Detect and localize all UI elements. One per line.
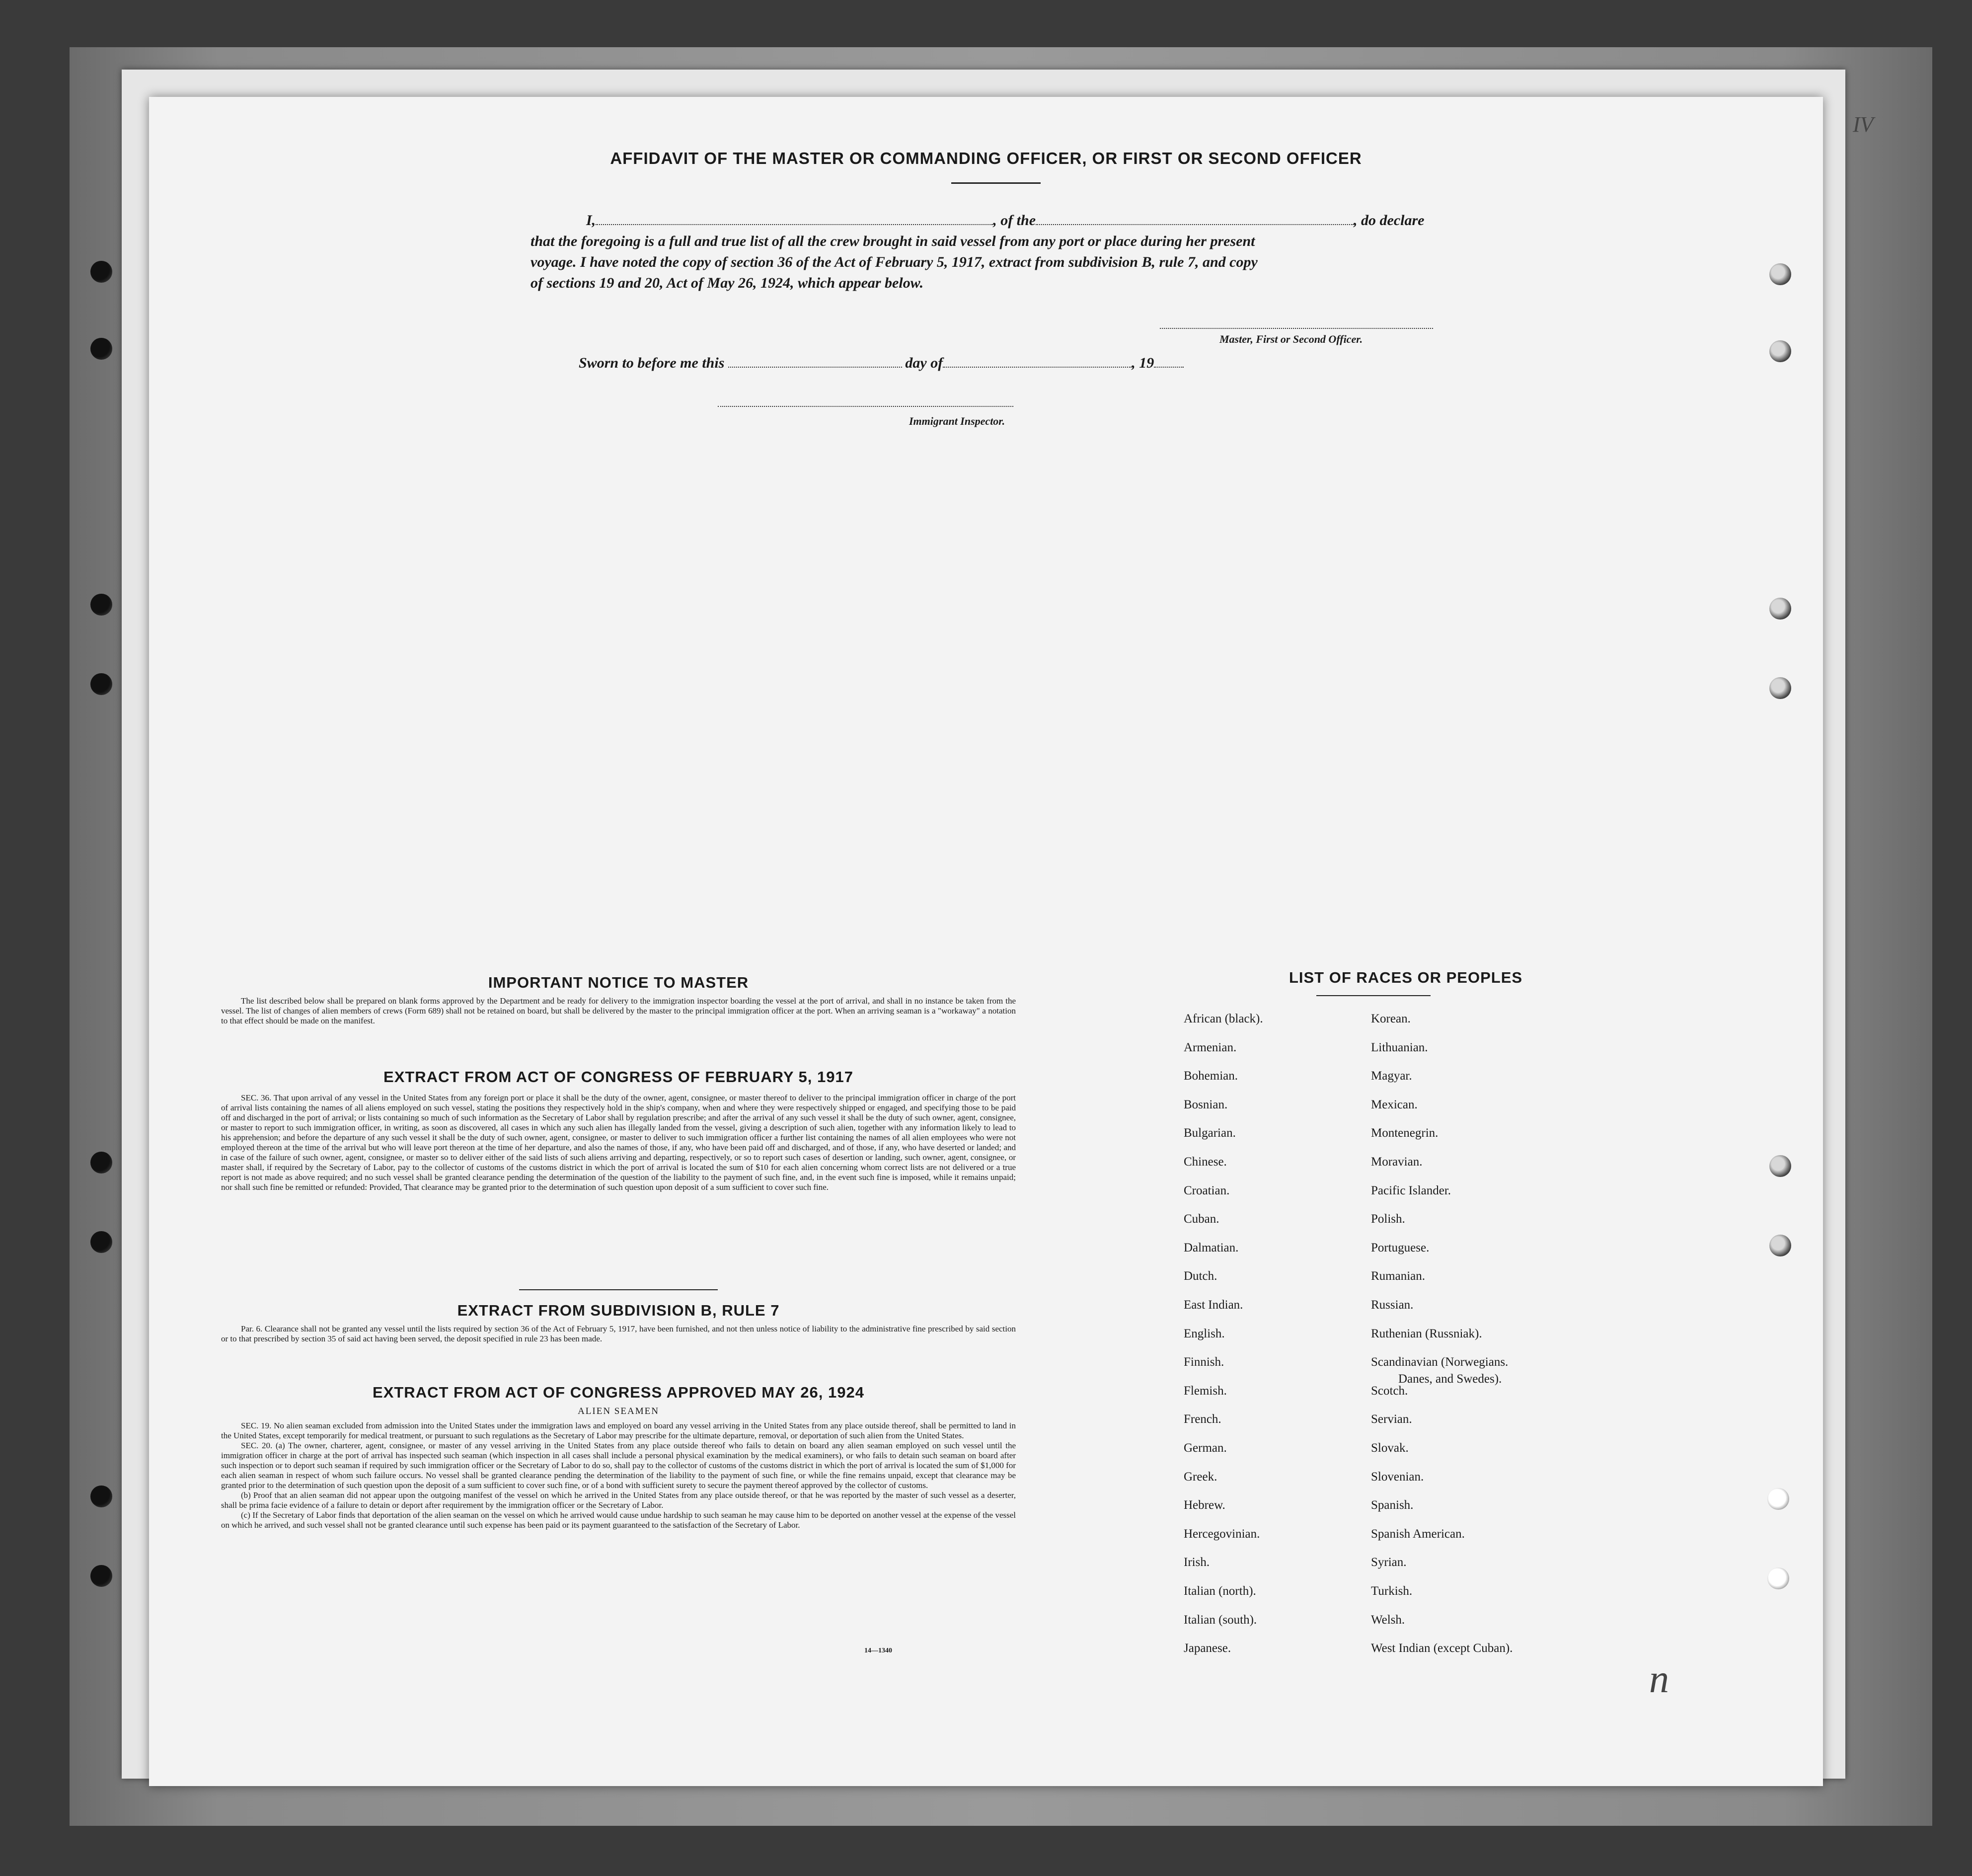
race-item: Mexican.: [1371, 1097, 1418, 1111]
affidavit-line-2: that the foregoing is a full and true list of all the crew brought in said vessel from any port or place during her present: [531, 233, 1255, 249]
extract-1924-title: EXTRACT FROM ACT OF CONGRESS APPROVED MAY 26, 1924: [373, 1384, 864, 1401]
race-item: Armenian.: [1184, 1040, 1237, 1054]
notice-title: IMPORTANT NOTICE TO MASTER: [488, 974, 749, 991]
document-page: [149, 97, 1874, 1786]
race-item: Slovenian.: [1371, 1470, 1424, 1484]
race-item: Chinese.: [1184, 1155, 1227, 1169]
extract-1917-title: EXTRACT FROM ACT OF CONGRESS OF FEBRUARY 5, 1917: [383, 1068, 853, 1086]
race-item: Portuguese.: [1371, 1241, 1430, 1254]
binder-hole-icon: [1769, 1155, 1791, 1177]
handwritten-mark-bottom: n: [1649, 1657, 1669, 1701]
binder-hole-icon: [90, 338, 112, 360]
section-divider: [519, 1289, 718, 1290]
binder-hole-icon: [90, 1231, 112, 1253]
binder-hole-icon: [90, 1565, 112, 1587]
binder-hole-icon: [90, 1152, 112, 1173]
binder-hole-icon: [90, 594, 112, 616]
affidavit-line-1: [571, 210, 1545, 231]
day-blank: [728, 367, 902, 368]
affidavit-declare: , do declare: [1354, 212, 1425, 229]
alien-seamen-subtitle: ALIEN SEAMEN: [578, 1406, 659, 1416]
race-item: Pacific Islander.: [1371, 1183, 1451, 1197]
race-item: Bohemian.: [1184, 1069, 1238, 1083]
affidavit-title: AFFIDAVIT OF THE MASTER OR COMMANDING OFFICER, OR FIRST OR SECOND OFFICER: [610, 149, 1362, 167]
affidavit-i: I,: [586, 212, 596, 229]
par-6-paragraph: Par. 6. Clearance shall not be granted any vessel until the lists required by section 36 of the Act of February 5, 1917, have been furnished, and not then unless notice of liability to the administrative fine prescribed by said section or to that prescribed by section 35 of said act having been served, the deposit specified in rule 23 has been made.: [221, 1324, 1016, 1343]
races-title-rule: [1316, 995, 1431, 996]
race-item: Japanese.: [1184, 1642, 1231, 1655]
affidavit-line-3: voyage. I have noted the copy of section 36 of the Act of February 5, 1917, extract from subdivision B, rule 7, and copy: [531, 254, 1258, 270]
month-blank: [943, 367, 1132, 368]
sec-20c-paragraph: (c) If the Secretary of Labor finds that deportation of the alien seaman on the vessel on which he arrived would cause undue hardship to such seaman he may cause him to be deported on another vessel at the expense of the vessel on which he arrived, and such vessel shall not be granted clearance until such expense has been paid or its payment guaranteed to the satisfaction of the Secretary of Labor.: [221, 1510, 1016, 1530]
race-item: Italian (south).: [1184, 1613, 1257, 1627]
binder-hole-icon: [1767, 1488, 1789, 1510]
title-rule: [951, 182, 1041, 184]
notice-text: [221, 996, 1016, 1026]
race-item: Scandinavian (Norwegians.: [1371, 1355, 1509, 1369]
race-item: East Indian.: [1184, 1298, 1243, 1312]
sworn-year: , 19: [1132, 355, 1154, 371]
race-item: Scotch.: [1371, 1384, 1408, 1398]
sworn-day-of: day of: [905, 355, 943, 371]
race-item: Bosnian.: [1184, 1097, 1228, 1111]
sec-36-paragraph: SEC. 36. That upon arrival of any vessel in the United States from any foreign port or place it shall be the duty of the owner, agent, consignee, or master thereof to deliver to the principal immigration officer in charge of the port of arrival lists containing the names of all aliens employed on such vessel, stating the positions they respectively hold in the ship's company, when and where they were respectively shipped or engaged, and specifying those to be paid off and discharged in the port of arrival; or lists containing so much of such information as the Secretary of Labor shall by regulation prescribe; and after the arrival of any such vessel it shall be the duty of such owner, agent, consignee, or master to report to such immigration officer, in writing, as soon as discovered, all cases in which any such alien has illegally landed from the vessel, giving a description of such alien, together with any information likely to lead to his apprehension; and before the departure of any such vessel it shall be the duty of such owner, agent, consignee, or master to deliver to such immigration officer a further list containing the names of all alien employees who were not employed thereon at the time of the arrival but who will leave port thereon at the time of her departure, and also the names of those, if any, who have been paid off and discharged, and of those, if any, who have deserted or landed; and in case of the failure of such owner, agent, consignee, or master so to deliver either of the said lists of such aliens arriving and departing, respectively, or so to report such cases of desertion or landing, such owner, agent, consignee, or master shall, if required by the Secretary of Labor, pay to the collector of customs of the customs district in which the port of arrival is located the sum of $10 for each alien concerning whom correct lists are not delivered or a true report is not made as above required; and no such vessel shall be granted clearance pending the determination of the question of the liability to the payment of such fine, and, in the event such fine is imposed, while it remains unpaid; nor shall such fine be remitted or refunded: Provided, That clearance may be granted prior to the determination of such question upon deposit of a sum sufficient to cover such fine.: [221, 1093, 1016, 1192]
race-item: Polish.: [1371, 1212, 1405, 1226]
race-item: Ruthenian (Russniak).: [1371, 1327, 1482, 1340]
race-item: Hercegovinian.: [1184, 1527, 1260, 1541]
race-item: German.: [1184, 1441, 1227, 1455]
sec-20b-paragraph: (b) Proof that an alien seaman did not appear upon the outgoing manifest of the vessel on which he arrived in the United States from any place outside thereof, or that he was reported by the master of such vessel as a deserter, shall be prima facie evidence of a failure to detain or deport after requirement by the immigration officer or the Secretary of Labor.: [221, 1490, 1016, 1510]
handwritten-mark-top: IV: [1853, 112, 1874, 137]
race-item: Greek.: [1184, 1470, 1217, 1484]
sec-19-paragraph: SEC. 19. No alien seaman excluded from admission into the United States under the immigration laws and employed on board any vessel arriving in the United States from any place outside thereof, shall be permitted to land in the United States, except temporarily for medical treatment, or pursuant to such regulations as the Secretary of Labor may prescribe for the ultimate departure, removal, or deportation of such alien from the United States.: [221, 1421, 1016, 1440]
race-item: Syrian.: [1371, 1556, 1407, 1569]
race-item: Cuban.: [1184, 1212, 1219, 1226]
sworn-prefix: Sworn to before me this: [579, 355, 725, 371]
notice-paragraph: The list described below shall be prepared on blank forms approved by the Department and be ready for delivery to the immigration inspector boarding the vessel at the port of arrival, and shall in no instance be taken from the vessel. The list of changes of alien members of crews (Form 689) shall not be retained on board, but shall be delivered by the master to the principal immigration officer at the port. When an arriving seaman is a "workaway" a notation to that effect should be made on the manifest.: [221, 996, 1016, 1025]
race-item: Italian (north).: [1184, 1584, 1256, 1598]
race-item: Russian.: [1371, 1298, 1414, 1312]
extract-1917-text: [221, 1093, 1016, 1192]
races-title: LIST OF RACES OR PEOPLES: [1289, 969, 1523, 986]
race-item: Finnish.: [1184, 1355, 1224, 1369]
binder-hole-icon: [1769, 263, 1791, 285]
race-item: Bulgarian.: [1184, 1126, 1236, 1140]
rule-7-text: [221, 1324, 1016, 1344]
binder-hole-icon: [1769, 598, 1791, 620]
race-item: Flemish.: [1184, 1384, 1227, 1398]
binder-hole-icon: [1769, 340, 1791, 362]
rule-7-title: EXTRACT FROM SUBDIVISION B, RULE 7: [457, 1302, 780, 1319]
race-item: Lithuanian.: [1371, 1040, 1428, 1054]
inspector-signature-line: [718, 406, 1013, 407]
race-item: Hebrew.: [1184, 1498, 1225, 1512]
master-signature-line: [1160, 328, 1433, 329]
race-item: French.: [1184, 1412, 1221, 1426]
race-item: Korean.: [1371, 1012, 1411, 1025]
sec-20a-paragraph: SEC. 20. (a) The owner, charterer, agent, consignee, or master of any vessel arriving in the United States from any place outside thereof who fails to detain on board any alien seaman employed on such vessel until the immigration officer in charge at the port of arrival has inspected such seaman (which inspection in all cases shall include a personal physical examination by the medical examiners), or who fails to detain such seaman on board after such inspection or to deport such seaman if required by such immigration officer or the Secretary of Labor to do so, shall pay to the collector of customs of the customs district in which the port of arrival is located the sum of $1,000 for each alien seaman in respect of whom such failure occurs. No vessel shall be granted clearance pending the determination of the liability to the payment of such fine, or while the fine remains unpaid, except that clearance may be granted prior to the determination of such question upon the deposit of a sum sufficient to cover such fine, or of a bond with sufficient surety to secure the payment thereof approved by the collector of customs.: [221, 1441, 1016, 1490]
race-item: Turkish.: [1371, 1584, 1413, 1598]
sworn-line: [579, 353, 1184, 374]
race-item: Moravian.: [1371, 1155, 1423, 1169]
binder-hole-icon: [1767, 1567, 1789, 1589]
name-blank: [596, 224, 993, 225]
form-number: 14—1340: [864, 1647, 892, 1654]
affidavit-of-the: , of the: [993, 212, 1036, 229]
binder-hole-icon: [1769, 677, 1791, 699]
race-item: Spanish American.: [1371, 1527, 1465, 1541]
race-item: English.: [1184, 1327, 1225, 1340]
race-item: Montenegrin.: [1371, 1126, 1439, 1140]
race-item: Slovak.: [1371, 1441, 1409, 1455]
binder-hole-icon: [90, 1485, 112, 1507]
race-item: African (black).: [1184, 1012, 1263, 1025]
binder-hole-icon: [1769, 1235, 1791, 1256]
extract-1924-text: [221, 1421, 1016, 1530]
inspector-label: Immigrant Inspector.: [909, 415, 1005, 427]
race-item: Servian.: [1371, 1412, 1412, 1426]
year-blank: [1154, 367, 1184, 368]
race-item: Irish.: [1184, 1556, 1210, 1569]
race-item: Dutch.: [1184, 1269, 1217, 1283]
vessel-blank: [1036, 224, 1354, 225]
race-item: Magyar.: [1371, 1069, 1412, 1083]
race-item: Welsh.: [1371, 1613, 1405, 1627]
race-item: Spanish.: [1371, 1498, 1414, 1512]
race-item: Dalmatian.: [1184, 1241, 1239, 1254]
binder-hole-icon: [90, 261, 112, 283]
race-scandinavian-continued: Danes, and Swedes).: [1398, 1372, 1502, 1386]
race-item: West Indian (except Cuban).: [1371, 1642, 1513, 1655]
affidavit-line-4: of sections 19 and 20, Act of May 26, 1924, which appear below.: [531, 275, 924, 291]
master-label: Master, First or Second Officer.: [1219, 333, 1363, 345]
race-item: Croatian.: [1184, 1183, 1230, 1197]
binder-hole-icon: [90, 673, 112, 695]
race-item: Rumanian.: [1371, 1269, 1426, 1283]
